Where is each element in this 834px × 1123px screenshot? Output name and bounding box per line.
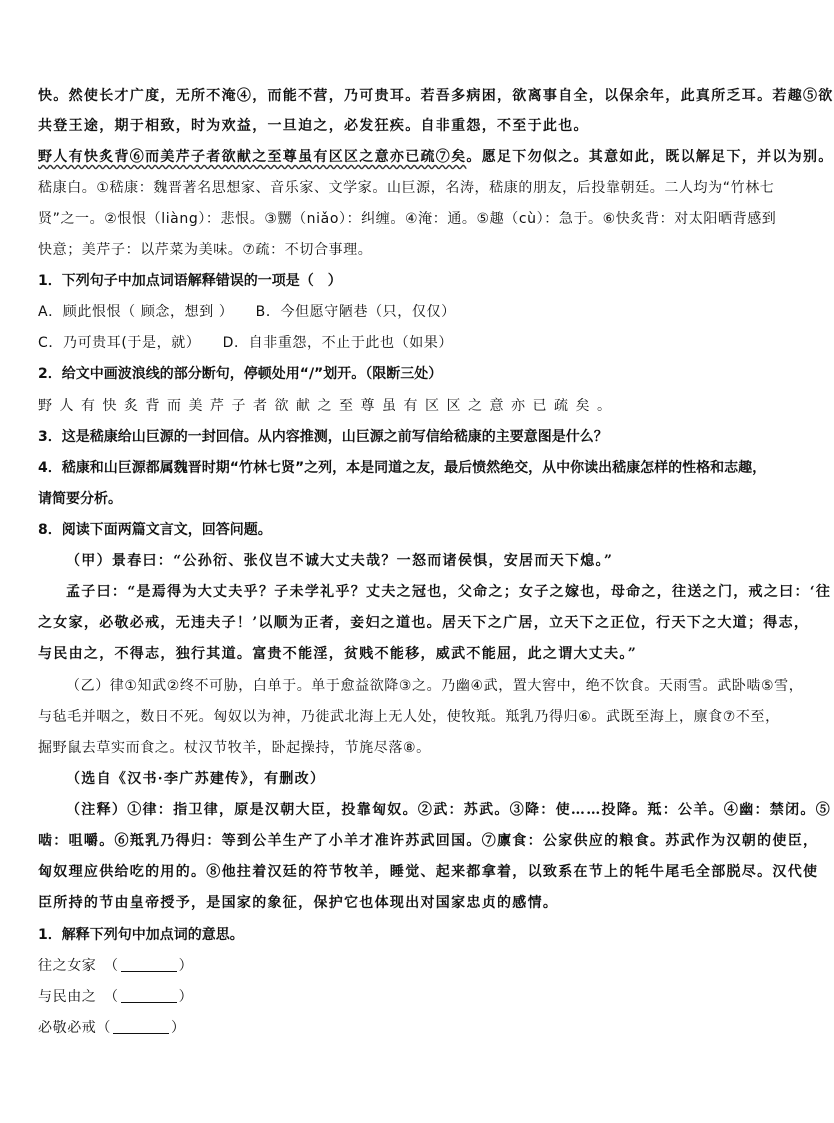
annotation-line: （注释）①律：指卫律，原是汉朝大臣，投靠匈奴。②武：苏武。③降：使……投降。羝：公羊。④幽：禁闭。⑤ — [66, 802, 831, 818]
question-3: 3．这是嵇康给山巨源的一封回信。从内容推测，山巨源之前写信给嵇康的主要意图是什么？ — [38, 429, 608, 445]
annotation-line: 啮：咀嚼。⑥羝乳乃得归：等到公羊生产了小羊才准许苏武回国。⑦廪食：公家供应的粮食。苏武作为汉朝的使臣， — [38, 833, 819, 849]
passage-jia: 与民由之，不得志，独行其道。富贵不能淫，贫贱不能移，威武不能屈，此之谓大丈夫。” — [38, 646, 638, 662]
punctuation-exercise: 野人有快炙背而美芹子者欲献之至尊虽有区区之意亦已疏矣。 — [38, 398, 619, 414]
options-cd: C．乃可贵耳(于是，就） D．自非重怨，不止于此也（如果） — [38, 335, 454, 351]
notes-line: 嵇康白。①嵇康：魏晋著名思想家、音乐家、文学家。山巨源，名涛，嵇康的朋友，后投靠朝廷。二人均为“竹林七 — [38, 180, 775, 196]
passage-yi: 与毡毛并咽之，数日不死。匈奴以为神，乃徙武北海上无人处，使牧羝。羝乳乃得归⑥。武既至海上，廪食⑦不至， — [38, 709, 780, 725]
passage-line: 共登王途，期于相致，时为欢益，一旦迫之，必发狂疾。自非重怨，不至于此也。 — [38, 118, 589, 134]
annotation-line: 臣所持的节由皇帝授予，是国家的象征，保护它也体现出对国家忠贞的感情。 — [38, 895, 559, 911]
answer-item: 与民由之 （ ） — [38, 989, 194, 1005]
annotation-line: 匈奴理应供给吃的用的。⑧他拄着汉廷的符节牧羊，睡觉、起来都拿着，以致系在节上的牦牛尾毛全部脱尽。汉代使 — [38, 864, 819, 880]
source-citation: （选自《汉书·李广苏建传》，有删改） — [66, 771, 326, 787]
notes-line: 快意；美芹子：以芹菜为美味。⑦疏：不切合事理。 — [38, 242, 373, 258]
question-1: 1．下列句子中加点词语解释错误的一项是（ ） — [38, 273, 342, 289]
passage-line: 野人有快炙背⑥而美芹子者欲献之至尊虽有区区之意亦已疏⑦矣。愿足下勿似之。其意如此，既以解足下，并以为别。 — [38, 149, 834, 165]
answer-blank[interactable] — [121, 957, 177, 972]
question-4: 4．嵇康和山巨源都属魏晋时期“竹林七贤”之列，本是同道之友，最后愤然绝交，从中你读出嵇康怎样的性格和志趣， — [38, 460, 767, 476]
passage-jia: （甲）景春曰：“公孙衍、张仪岂不诚大丈夫哉？一怒而诸侯惧，安居而天下熄。” — [66, 553, 614, 569]
passage-jia: 孟子曰：“是焉得为大丈夫乎？子未学礼乎？丈夫之冠也，父命之；女子之嫁也，母命之，往送之门，戒之曰：‘往 — [66, 584, 832, 600]
question-2: 2．给文中画波浪线的部分断句，停顿处用“/”划开。（限断三处） — [38, 366, 443, 382]
question-8: 8．阅读下面两篇文言文，回答问题。 — [38, 522, 272, 538]
passage-yi: （乙）律①知武②终不可胁，白单于。单于愈益欲降③之。乃幽④武，置大窖中，绝不饮食。天雨雪。武卧啮⑤雪， — [66, 678, 804, 694]
question-4-continued: 请简要分析。 — [38, 491, 122, 507]
passage-yi: 掘野鼠去草实而食之。杖汉节牧羊，卧起操持，节旄尽落⑧。 — [38, 740, 431, 756]
passage-line: 快。然使长才广度，无所不淹④，而能不营，乃可贵耳。若吾多病困，欲离事自全，以保余年，此真所乏耳。若趣⑤欲 — [38, 88, 834, 104]
answer-blank[interactable] — [113, 1019, 169, 1034]
sub-question-1: 1．解释下列句中加点词的意思。 — [38, 927, 244, 943]
wavy-underlined-sentence: 野人有快炙背⑥而美芹子者欲献之至尊虽有区区之意亦已疏⑦矣 — [38, 149, 467, 165]
answer-item: 必敬必戒（ ） — [38, 1020, 186, 1036]
answer-blank[interactable] — [121, 988, 177, 1003]
options-ab: A．顾此恨恨（ 顾念，想到 ） B．今但愿守陋巷（只，仅仅） — [38, 304, 456, 320]
notes-line: 贤”之一。②恨恨（liàng）：悲恨。③嬲（niǎo）：纠缠。④淹：通。⑤趣（cù）：急于。⑥快炙背：对太阳晒背感到 — [38, 211, 777, 227]
answer-item: 往之女家 （ ） — [38, 958, 194, 974]
passage-jia: 之女家，必敬必戒，无违夫子！’以顺为正者，妾妇之道也。居天下之广居，立天下之正位，行天下之大道；得志， — [38, 615, 810, 631]
